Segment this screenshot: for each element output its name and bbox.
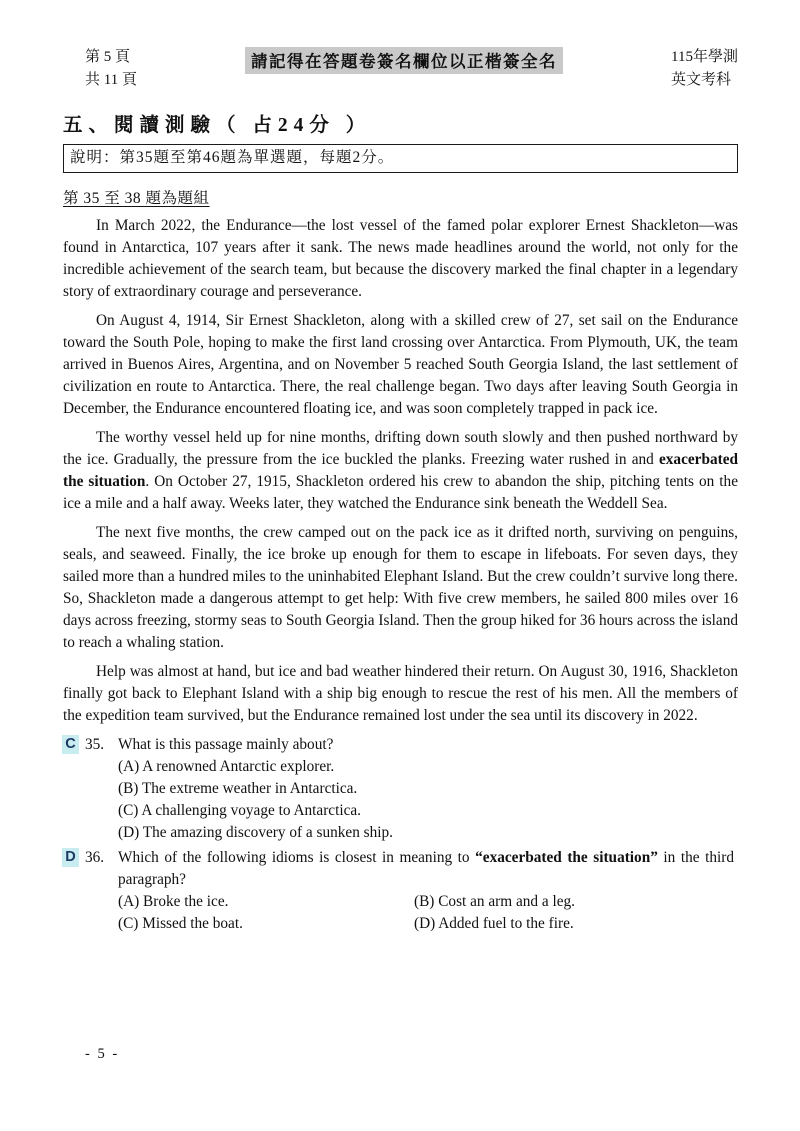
exam-year-label: 115年學測: [671, 49, 738, 65]
question-36-number: 36.: [85, 849, 105, 866]
question-36-bold-phrase: “exacerbated the situation”: [475, 849, 658, 866]
passage-paragraph-4: The next five months, the crew camped out on the pack ice as it drifted north, surviving on penguins, seals, and seaweed. Finally, the ice broke up enough for them to escape in lifeboats. For seven days, they sailed more than a hundred miles to the uninhabited Elephant Island. But the crew couldn’t survive long there. So, Shackleton made a dangerous attempt to get help: With five crew members, he sailed 800 miles over 16 days across freezing, stormy seas to South Georgia Island. Then the group hiked for 36 hours across the island to reach a whaling station.: [63, 524, 738, 651]
option-35-c: (C) A challenging voyage to Antarctica.: [118, 802, 361, 819]
option-36-c: (C) Missed the boat.: [118, 915, 243, 932]
question-36-stem: [85, 847, 738, 891]
instruction-box: 說明：第35題至第46題為單選題，每題2分。: [63, 144, 738, 173]
header-exam-info: [671, 46, 738, 92]
question-36-text: [118, 847, 734, 891]
footer-page-number: - 5 -: [85, 1046, 120, 1062]
question-36-text-post: in the third paragraph?: [118, 849, 734, 888]
option-36-b: (B) Cost an arm and a leg.: [414, 893, 575, 910]
question-35: [63, 734, 738, 844]
option-36-a: (A) Broke the ice.: [118, 893, 229, 910]
option-35-d: (D) The amazing discovery of a sunken ship.: [118, 824, 393, 841]
answer-badge-q35: C: [62, 735, 79, 754]
paragraph-3-bold-phrase: exacerbated the situation: [63, 451, 738, 490]
page-number-label: 第 5 頁: [85, 49, 131, 65]
paragraph-3-post: . On October 27, 1915, Shackleton ordered his crew to abandon the ship, pitching tents on the ice a mile and a half away. Weeks later, they watched the Endurance sink beneath the Weddell Sea.: [63, 473, 738, 512]
question-group-heading: 第 35 至 38 題為題組: [63, 190, 210, 207]
header-center: [137, 46, 671, 74]
questions-section: [63, 734, 738, 935]
question-35-options: [118, 756, 738, 844]
option-35-b: (B) The extreme weather in Antarctica.: [118, 780, 358, 797]
option-35-a: (A) A renowned Antarctic explorer.: [118, 758, 335, 775]
question-36: [63, 847, 738, 935]
subject-label: 英文考科: [671, 72, 732, 88]
answer-badge-q36: D: [62, 848, 79, 867]
option-36-d: (D) Added fuel to the fire.: [414, 915, 574, 932]
question-35-text: What is this passage mainly about?: [118, 736, 334, 753]
question-35-stem: [85, 734, 738, 756]
section-title: 五、閱讀測驗（ 占24分 ）: [63, 115, 372, 136]
group-heading-row: [63, 173, 738, 208]
passage-paragraph-3: [63, 427, 738, 515]
passage-paragraph-2: On August 4, 1914, Sir Ernest Shackleton, along with a skilled crew of 27, set sail on the Endurance toward the South Pole, hoping to make the first land crossing over Antarctica. From Plymouth, UK, the team arrived in Buenos Aires, Argentina, and on November 5 reached South Georgia Island, the last settlement of civilization en route to Antarctica. There, the real challenge began. Two days after leaving South Georgia in December, the Endurance encountered floating ice, and was soon completely trapped in pack ice.: [63, 312, 738, 417]
passage-paragraph-5: Help was almost at hand, but ice and bad weather hindered their return. On August 30, 1916, Shackleton finally got back to Elephant Island with a ship big enough to rescue the rest of his men. All the members of the expedition team survived, but the Endurance remained lost under the sea until its discovery in 2022.: [63, 663, 738, 724]
page-header: [85, 46, 738, 92]
question-36-text-pre: Which of the following idioms is closest in meaning to: [118, 849, 476, 866]
signature-notice: 請記得在答題卷簽名欄位以正楷簽全名: [245, 47, 563, 74]
question-35-number: 35.: [85, 736, 105, 753]
reading-passage: [63, 215, 738, 727]
total-pages-label: 共 11 頁: [85, 72, 137, 88]
paragraph-3-pre: The worthy vessel held up for nine months, drifting down south slowly and then pushed northward by the ice. Gradually, the pressure from the ice buckled the planks. Freezing water rushed in and: [63, 429, 738, 468]
header-page-info: [85, 46, 137, 92]
passage-paragraph-1: In March 2022, the Endurance—the lost vessel of the famed polar explorer Ernest Shackleton—was found in Antarctica, 107 years after it sank. The news made headlines around the world, not only for the incredible achievement of the search team, but because the discovery marked the final chapter in a legendary story of extraordinary courage and perseverance.: [63, 217, 738, 300]
question-36-options: [118, 891, 738, 935]
